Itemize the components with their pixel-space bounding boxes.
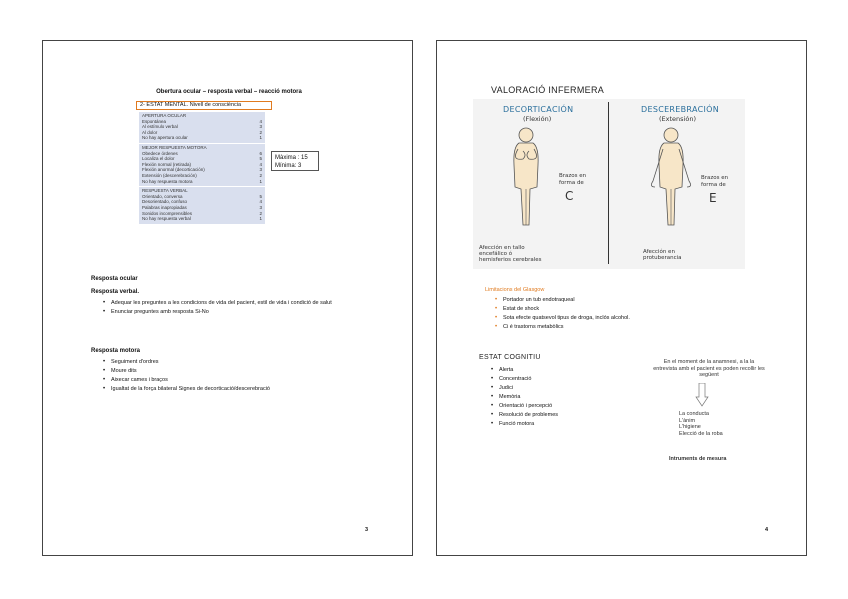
afeccion-left-2: encefálico ó	[479, 251, 513, 257]
list-item: • Funció motora	[489, 420, 639, 429]
gcs-row-label: Obedece órdenes	[142, 150, 178, 156]
glasgow-limitations-title: Limitacions del Glasgow	[485, 287, 545, 293]
page-number: 4	[765, 527, 769, 533]
glasgow-scale-table	[139, 112, 265, 225]
down-arrow-icon	[695, 383, 709, 407]
gcs-section-motor	[139, 144, 265, 186]
cognitiu-list	[489, 366, 639, 429]
list-item: • Sota efecte quatsevol tipus de droga, inclós alcohol.	[493, 314, 753, 323]
gcs-row-points: 1	[259, 135, 262, 141]
decorticate-figure	[501, 125, 551, 235]
gcs-section-header: APERTURA OCULAR	[142, 113, 187, 118]
gcs-row	[142, 135, 262, 141]
list-item: • Aixecar cames i braços	[101, 376, 366, 385]
gcs-row-label: Flexión normal (retirada)	[142, 161, 192, 167]
estat-mental-heading: 2- ESTAT MENTAL. Nivell de consciència	[136, 101, 272, 110]
gcs-row-points: 2	[259, 210, 262, 216]
posture-illustration	[473, 99, 745, 269]
gcs-row-points: 4	[259, 118, 262, 124]
list-item: Elecció de la roba	[679, 430, 723, 437]
extension-label: (Extensión)	[659, 115, 696, 123]
gcs-row-points: 5	[259, 156, 262, 162]
brazos-label-right: Brazos en forma de	[701, 175, 729, 188]
gcs-row-points: 2	[259, 129, 262, 135]
gcs-row-points: 1	[259, 178, 262, 184]
brazos-label-left: Brazos en forma de	[559, 173, 587, 186]
gcs-row-points: 1	[259, 216, 262, 222]
list-item: • Orientació i percepció	[489, 402, 639, 411]
gcs-section-eye	[139, 112, 265, 143]
afeccion-right-1: Afección en	[643, 249, 675, 255]
gcs-row-label: No hay respuesta verbal	[142, 216, 191, 222]
gcs-row-points: 3	[259, 204, 262, 210]
document-page-3	[42, 40, 413, 556]
gcs-row-points: 5	[259, 193, 262, 199]
gcs-row-label: No hay respuesta motora	[142, 178, 193, 184]
instruments-label: Intruments de mesura	[669, 456, 727, 462]
gcs-row-points: 3	[259, 167, 262, 173]
gcs-row-points: 4	[259, 199, 262, 205]
heading-resposta-motora: Resposta motora	[91, 348, 141, 354]
verbal-list	[101, 299, 366, 317]
gcs-row	[142, 216, 262, 222]
gcs-row-label: Sonidos incomprensibles	[142, 210, 193, 216]
gcs-section-header: RESPUESTA VERBAL	[142, 188, 188, 194]
gcs-section-verbal	[139, 187, 265, 224]
gcs-row-label: Localiza el dolor	[142, 156, 175, 162]
list-item: • Portador un tub endotraqueal	[493, 296, 753, 305]
valoracio-title: VALORACIÓ INFERMERA	[491, 85, 605, 95]
descerebracion-title: DESCEREBRACIÓN	[641, 105, 720, 114]
list-item: • Seguiment d'ordres	[101, 358, 366, 367]
afeccion-left-1: Afección en tallo	[479, 245, 525, 251]
list-item: • Alerta	[489, 366, 639, 375]
gcs-row-label: Extensión (descerebración)	[142, 172, 197, 178]
afeccion-left-3: hemisferios cerebrales	[479, 257, 542, 263]
list-item: • Estat de shock	[493, 305, 753, 314]
list-item: • Enunciar preguntes amb resposta Si-No	[101, 308, 366, 317]
page-number: 3	[365, 527, 369, 533]
c-shape-glyph: C	[565, 189, 574, 203]
list-item: • Resolució de problemes	[489, 411, 639, 420]
gcs-row-points: 2	[259, 172, 262, 178]
gcs-row-points: 6	[259, 150, 262, 156]
gcs-row-label: Al estímulo verbal	[142, 124, 178, 130]
anamnesi-note: En el moment de la anamnesi, a la la entrevista amb el pacient es poden recollir les següent	[653, 359, 765, 378]
list-item: • Adequar les preguntes a les condicions de vida del pacient, estil de vida i condició de salut	[101, 299, 366, 308]
list-item: • Memòria	[489, 393, 639, 402]
afeccion-right-2: protuberancia	[643, 255, 682, 261]
list-item: • Moure dits	[101, 367, 366, 376]
list-item: • Concentració	[489, 375, 639, 384]
e-shape-glyph: E	[709, 191, 717, 205]
gcs-row-label: Flexión anormal (decorticación)	[142, 167, 205, 173]
gcs-row-label: No hay apertura ocular	[142, 135, 188, 141]
gcs-title: Obertura ocular – resposta verbal – reacció motora	[156, 89, 302, 95]
gcs-row-label: Desorientado, confuso	[142, 199, 188, 205]
figure-divider	[608, 102, 609, 264]
min-score: Mínima: 3	[275, 163, 302, 169]
decorticacion-title: DECORTICACIÓN	[503, 105, 574, 114]
motora-list	[101, 358, 366, 394]
gcs-row-label: Orientado, conversa	[142, 193, 183, 199]
list-item: L'higiene	[679, 424, 701, 430]
gcs-row-points: 4	[259, 161, 262, 167]
glasgow-limitations-list	[493, 296, 753, 332]
observation-list	[679, 411, 723, 437]
gcs-row-label: Palabras inapropiadas	[142, 204, 187, 210]
list-item: La conducta	[679, 411, 709, 417]
heading-resposta-verbal: Resposta verbal.	[91, 289, 140, 295]
document-page-4	[436, 40, 807, 556]
decerebrate-figure	[641, 125, 701, 235]
gcs-row-points: 3	[259, 124, 262, 130]
gcs-row-label: Espontánea	[142, 118, 167, 124]
max-score: Màxima : 15	[275, 155, 308, 161]
gcs-section-header: MEJOR RESPUESTA MOTORA	[142, 144, 207, 150]
list-item: • Igualtat de la força bilateral Signes de decorticació/descerebració	[101, 385, 366, 394]
list-item: • Judici	[489, 384, 639, 393]
gcs-row	[142, 179, 262, 185]
max-min-score-box	[271, 151, 319, 171]
estat-cognitiu-heading: ESTAT COGNITIU	[479, 354, 541, 361]
list-item: • Ci é trastorns metabòlics	[493, 323, 753, 332]
list-item: L'ànim	[679, 417, 696, 424]
heading-resposta-ocular: Resposta ocular	[91, 276, 138, 282]
flexion-label: (Flexión)	[523, 115, 552, 123]
gcs-row-label: Al dolor	[142, 129, 158, 135]
